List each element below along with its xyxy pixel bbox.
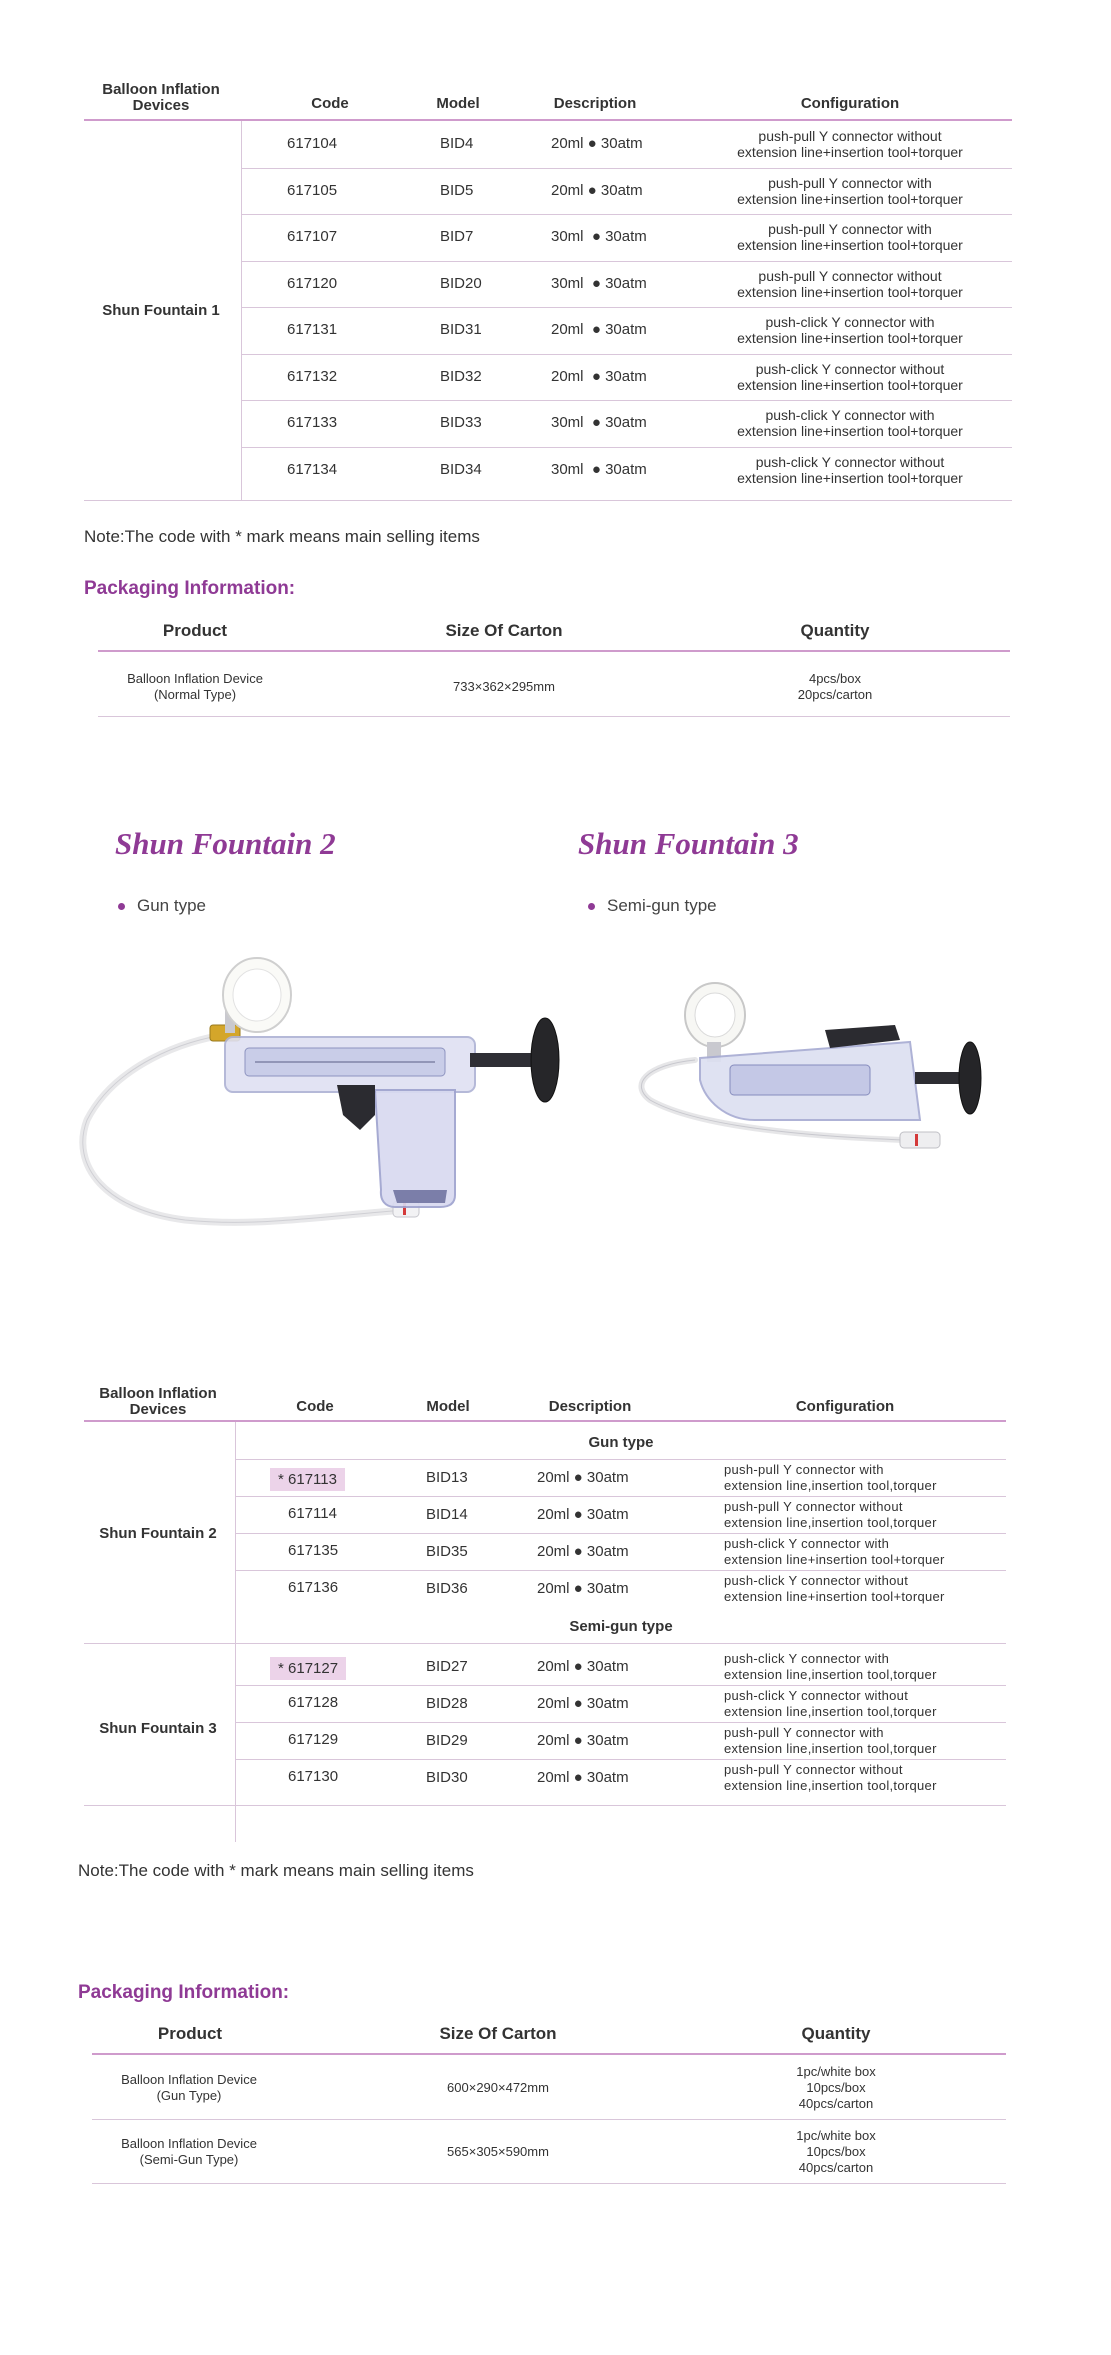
table1-header-group: Balloon Inflation Devices bbox=[102, 81, 220, 114]
table2-configuration-line2: extension line+insertion tool+torquer bbox=[724, 1588, 945, 1604]
table1-model-cell: BID34 bbox=[440, 460, 482, 478]
sf3-bullet-text: Semi-gun type bbox=[607, 896, 717, 915]
table1-description-cell: 20ml ● 30atm bbox=[551, 367, 647, 385]
table1-configuration-line2: extension line+insertion tool+torquer bbox=[737, 376, 963, 393]
table1-configuration-line1: push-pull Y connector without bbox=[758, 128, 942, 145]
packaging2-quantity bbox=[766, 2128, 906, 2176]
sf2-title: Shun Fountain 2 bbox=[115, 826, 336, 861]
table1-configuration-line2: extension line+insertion tool+torquer bbox=[737, 423, 963, 440]
packaging2-size: 600×290×472mm bbox=[447, 2080, 549, 2095]
table1-configuration-line1: push-pull Y connector with bbox=[768, 174, 932, 191]
table1-row-rule bbox=[241, 214, 1012, 215]
packaging2-row-rule bbox=[92, 2119, 1006, 2120]
table2-model-cell: BID36 bbox=[426, 1579, 468, 1597]
table2-code-cell: * 617127 bbox=[270, 1657, 346, 1680]
table1-configuration-cell bbox=[700, 221, 1000, 253]
packaging2-header-size: Size Of Carton bbox=[439, 2024, 557, 2043]
table2-model-cell: BID28 bbox=[426, 1694, 468, 1712]
packaging2-size: 565×305×590mm bbox=[447, 2144, 549, 2159]
table1-configuration-line2: extension line+insertion tool+torquer bbox=[737, 144, 963, 161]
table2-sf3-label: Shun Fountain 3 bbox=[99, 1720, 217, 1737]
packaging2-quantity-line1: 1pc/white box bbox=[796, 2128, 876, 2143]
table1-code-cell: 617105 bbox=[287, 181, 338, 199]
table1-configuration-line1: push-click Y connector with bbox=[765, 314, 935, 331]
table2-row-rule bbox=[236, 1533, 1006, 1534]
packaging2-quantity bbox=[766, 2064, 906, 2112]
table1-header-description: Description bbox=[553, 95, 637, 112]
table1-configuration-cell bbox=[700, 361, 1000, 393]
table2-configuration-cell bbox=[724, 1499, 1014, 1531]
table2-configuration-line2: extension line,insertion tool,torquer bbox=[724, 1777, 937, 1793]
table1-configuration-line1: push-pull Y connector with bbox=[768, 221, 932, 238]
table2-configuration-line2: extension line,insertion tool,torquer bbox=[724, 1703, 937, 1719]
packaging1-product-line1: Balloon Inflation Device bbox=[127, 671, 263, 686]
table2-row-rule bbox=[236, 1685, 1006, 1686]
table2-header-description: Description bbox=[548, 1398, 632, 1415]
table1-model-cell: BID4 bbox=[440, 135, 474, 153]
bullet-icon bbox=[588, 903, 595, 910]
table1-header-configuration: Configuration bbox=[800, 95, 900, 112]
table2-code-cell: 617135 bbox=[288, 1541, 339, 1559]
table1-description-cell: 30ml ● 30atm bbox=[551, 460, 647, 478]
table2-model-cell: BID27 bbox=[426, 1657, 468, 1675]
table1-configuration-line2: extension line+insertion tool+torquer bbox=[737, 469, 963, 486]
table1-row-rule bbox=[241, 354, 1012, 355]
table2-semi-rule bbox=[84, 1643, 1006, 1644]
table1-configuration-line2: extension line+insertion tool+torquer bbox=[737, 283, 963, 300]
packaging2-product-line1: Balloon Inflation Device bbox=[121, 2136, 257, 2151]
table2-code-cell: 617128 bbox=[288, 1693, 339, 1711]
table2-header-configuration: Configuration bbox=[795, 1398, 895, 1415]
packaging2-row-rule bbox=[92, 2183, 1006, 2184]
packaging1-quantity-line2: 20pcs/carton bbox=[797, 687, 873, 702]
packaging1-header-size: Size Of Carton bbox=[445, 621, 563, 640]
table1-model-cell: BID33 bbox=[440, 414, 482, 432]
sf3-bullet bbox=[588, 896, 717, 916]
table1-row-rule bbox=[241, 168, 1012, 169]
table2-header-group: Balloon Inflation Devices bbox=[99, 1385, 217, 1418]
table1-configuration-cell bbox=[700, 407, 1000, 439]
packaging2-quantity-line3: 40pcs/carton bbox=[798, 2160, 874, 2175]
table1-row-rule bbox=[241, 400, 1012, 401]
table2-configuration-line1: push-click Y connector with bbox=[724, 1650, 890, 1666]
table2-description-cell: 20ml ● 30atm bbox=[537, 1768, 629, 1786]
table2-configuration-cell bbox=[724, 1573, 1014, 1605]
table1-configuration-line2: extension line+insertion tool+torquer bbox=[737, 190, 963, 207]
packaging1-quantity-line1: 4pcs/box bbox=[808, 671, 862, 686]
table2-configuration-line1: push-pull Y connector with bbox=[724, 1724, 884, 1740]
table2-header-code: Code bbox=[296, 1398, 334, 1415]
table1-code-cell: 617107 bbox=[287, 228, 338, 246]
table2-description-cell: 20ml ● 30atm bbox=[537, 1468, 629, 1486]
table2-configuration-line1: push-click Y connector without bbox=[724, 1687, 909, 1703]
packaging1-quantity bbox=[765, 671, 905, 703]
table1-description-cell: 30ml ● 30atm bbox=[551, 228, 647, 246]
table1-model-cell: BID31 bbox=[440, 321, 482, 339]
table2-row-rule bbox=[236, 1759, 1006, 1760]
packaging2-header-quantity: Quantity bbox=[801, 2024, 871, 2043]
packaging1-size: 733×362×295mm bbox=[453, 679, 555, 694]
table1-row-rule bbox=[241, 447, 1012, 448]
table1-header-rule bbox=[84, 119, 1012, 121]
packaging1-product bbox=[95, 671, 295, 703]
table2-configuration-line1: push-click Y connector without bbox=[724, 1572, 909, 1588]
table2-row-rule bbox=[236, 1570, 1006, 1571]
table2-semi-gun-type-label: Semi-gun type bbox=[569, 1618, 673, 1635]
table1-description-cell: 30ml ● 30atm bbox=[551, 274, 647, 292]
packaging2-header-rule bbox=[92, 2053, 1006, 2055]
table1-row-rule bbox=[241, 261, 1012, 262]
packaging1-title: Packaging Information: bbox=[84, 578, 296, 599]
table2-row-rule bbox=[236, 1496, 1006, 1497]
table2-code-cell: 617129 bbox=[288, 1730, 339, 1748]
table1-divider bbox=[241, 121, 242, 501]
table1-configuration-line1: push-click Y connector without bbox=[755, 453, 945, 470]
table2-configuration-line2: extension line,insertion tool,torquer bbox=[724, 1514, 937, 1530]
note-2: Note:The code with * mark means main selling items bbox=[78, 1861, 474, 1880]
table1-configuration-line1: push-pull Y connector without bbox=[758, 267, 942, 284]
packaging2-product-line1: Balloon Inflation Device bbox=[121, 2072, 257, 2087]
table2-configuration-cell bbox=[724, 1462, 1014, 1494]
table1-configuration-line2: extension line+insertion tool+torquer bbox=[737, 237, 963, 254]
table2-code-cell: * 617113 bbox=[270, 1468, 345, 1491]
table2-row-rule bbox=[236, 1722, 1006, 1723]
table1-configuration-line1: push-click Y connector with bbox=[765, 407, 935, 424]
table2-code-cell: 617136 bbox=[288, 1578, 339, 1596]
table1-description-cell: 30ml ● 30atm bbox=[551, 414, 647, 432]
table2-gun-type-label: Gun type bbox=[588, 1434, 654, 1451]
table2-configuration-cell bbox=[724, 1762, 1014, 1794]
table1-header-model: Model bbox=[436, 95, 480, 112]
table2-description-cell: 20ml ● 30atm bbox=[537, 1694, 629, 1712]
table1-configuration-cell bbox=[700, 314, 1000, 346]
bullet-icon bbox=[118, 903, 125, 910]
table2-model-cell: BID35 bbox=[426, 1542, 468, 1560]
table2-configuration-line2: extension line+insertion tool+torquer bbox=[724, 1551, 945, 1567]
packaging1-bottom-rule bbox=[98, 716, 1010, 717]
table1-configuration-cell bbox=[700, 128, 1000, 160]
sf2-bullet-text: Gun type bbox=[137, 896, 206, 915]
note-1: Note:The code with * mark means main selling items bbox=[84, 527, 480, 546]
packaging1-header-quantity: Quantity bbox=[800, 621, 870, 640]
table1-row-rule bbox=[241, 307, 1012, 308]
semi-gun-type-device-image bbox=[615, 970, 1015, 1210]
packaging2-product-line2: (Gun Type) bbox=[156, 2088, 222, 2103]
table2-header-rule bbox=[84, 1420, 1006, 1422]
table2-configuration-cell bbox=[724, 1536, 1014, 1568]
table2-configuration-line2: extension line,insertion tool,torquer bbox=[724, 1666, 937, 1682]
packaging2-title: Packaging Information: bbox=[78, 1982, 290, 2003]
table2-description-cell: 20ml ● 30atm bbox=[537, 1657, 629, 1675]
table2-code-cell: 617130 bbox=[288, 1767, 339, 1785]
table2-header-model: Model bbox=[426, 1398, 470, 1415]
table2-configuration-line1: push-pull Y connector with bbox=[724, 1461, 884, 1477]
table1-code-cell: 617120 bbox=[287, 274, 338, 292]
table1-model-cell: BID7 bbox=[440, 228, 474, 246]
table1-model-cell: BID5 bbox=[440, 181, 474, 199]
table2-description-cell: 20ml ● 30atm bbox=[537, 1579, 629, 1597]
packaging1-product-line2: (Normal Type) bbox=[153, 687, 237, 702]
table1-configuration-line2: extension line+insertion tool+torquer bbox=[737, 330, 963, 347]
table2-configuration-cell bbox=[724, 1651, 1014, 1683]
table1-description-cell: 20ml ● 30atm bbox=[551, 135, 643, 153]
sf2-bullet bbox=[118, 896, 206, 916]
table2-configuration-line1: push-pull Y connector without bbox=[724, 1498, 903, 1514]
table1-code-cell: 617104 bbox=[287, 135, 338, 153]
sf3-title: Shun Fountain 3 bbox=[578, 826, 799, 861]
packaging1-header-product: Product bbox=[162, 621, 228, 640]
table2-description-cell: 20ml ● 30atm bbox=[537, 1731, 629, 1749]
table1-code-cell: 617132 bbox=[287, 367, 338, 385]
table2-sf2-label: Shun Fountain 2 bbox=[99, 1525, 217, 1542]
table2-gun-rule bbox=[236, 1459, 1006, 1460]
table1-description-cell: 20ml ● 30atm bbox=[551, 181, 643, 199]
table2-code-cell: 617114 bbox=[288, 1504, 337, 1522]
table2-configuration-cell bbox=[724, 1688, 1014, 1720]
table1-code-cell: 617131 bbox=[287, 321, 338, 339]
table2-model-cell: BID13 bbox=[426, 1468, 468, 1486]
packaging2-product bbox=[89, 2072, 289, 2104]
table1-configuration-cell bbox=[700, 268, 1000, 300]
packaging2-quantity-line2: 10pcs/box bbox=[806, 2144, 866, 2159]
table2-configuration-line1: push-pull Y connector without bbox=[724, 1761, 903, 1777]
table2-configuration-cell bbox=[724, 1725, 1014, 1757]
table2-model-cell: BID29 bbox=[426, 1731, 468, 1749]
table1-configuration-cell bbox=[700, 175, 1000, 207]
table2-configuration-line1: push-click Y connector with bbox=[724, 1535, 890, 1551]
table2-configuration-line2: extension line,insertion tool,torquer bbox=[724, 1740, 937, 1756]
table1-bottom-rule bbox=[84, 500, 1012, 501]
packaging2-quantity-line3: 40pcs/carton bbox=[798, 2096, 874, 2111]
table2-model-cell: BID30 bbox=[426, 1768, 468, 1786]
table1-description-cell: 20ml ● 30atm bbox=[551, 321, 647, 339]
packaging2-product-line2: (Semi-Gun Type) bbox=[139, 2152, 239, 2167]
table1-model-cell: BID20 bbox=[440, 274, 482, 292]
table1-group-label: Shun Fountain 1 bbox=[102, 302, 220, 319]
gun-type-device-image bbox=[75, 945, 565, 1275]
table1-configuration-line1: push-click Y connector without bbox=[755, 360, 945, 377]
table2-configuration-line2: extension line,insertion tool,torquer bbox=[724, 1477, 937, 1493]
table2-model-cell: BID14 bbox=[426, 1505, 468, 1523]
table1-code-cell: 617133 bbox=[287, 414, 338, 432]
table2-bottom-rule bbox=[84, 1805, 1006, 1806]
table1-model-cell: BID32 bbox=[440, 367, 482, 385]
table2-description-cell: 20ml ● 30atm bbox=[537, 1505, 629, 1523]
table1-code-cell: 617134 bbox=[287, 460, 338, 478]
packaging2-product bbox=[89, 2136, 289, 2168]
table2-description-cell: 20ml ● 30atm bbox=[537, 1542, 629, 1560]
packaging2-quantity-line2: 10pcs/box bbox=[806, 2080, 866, 2095]
packaging2-header-product: Product bbox=[157, 2024, 223, 2043]
table1-header-code: Code bbox=[311, 95, 349, 112]
packaging1-header-rule bbox=[98, 650, 1010, 652]
packaging2-quantity-line1: 1pc/white box bbox=[796, 2064, 876, 2079]
table1-configuration-cell bbox=[700, 454, 1000, 486]
